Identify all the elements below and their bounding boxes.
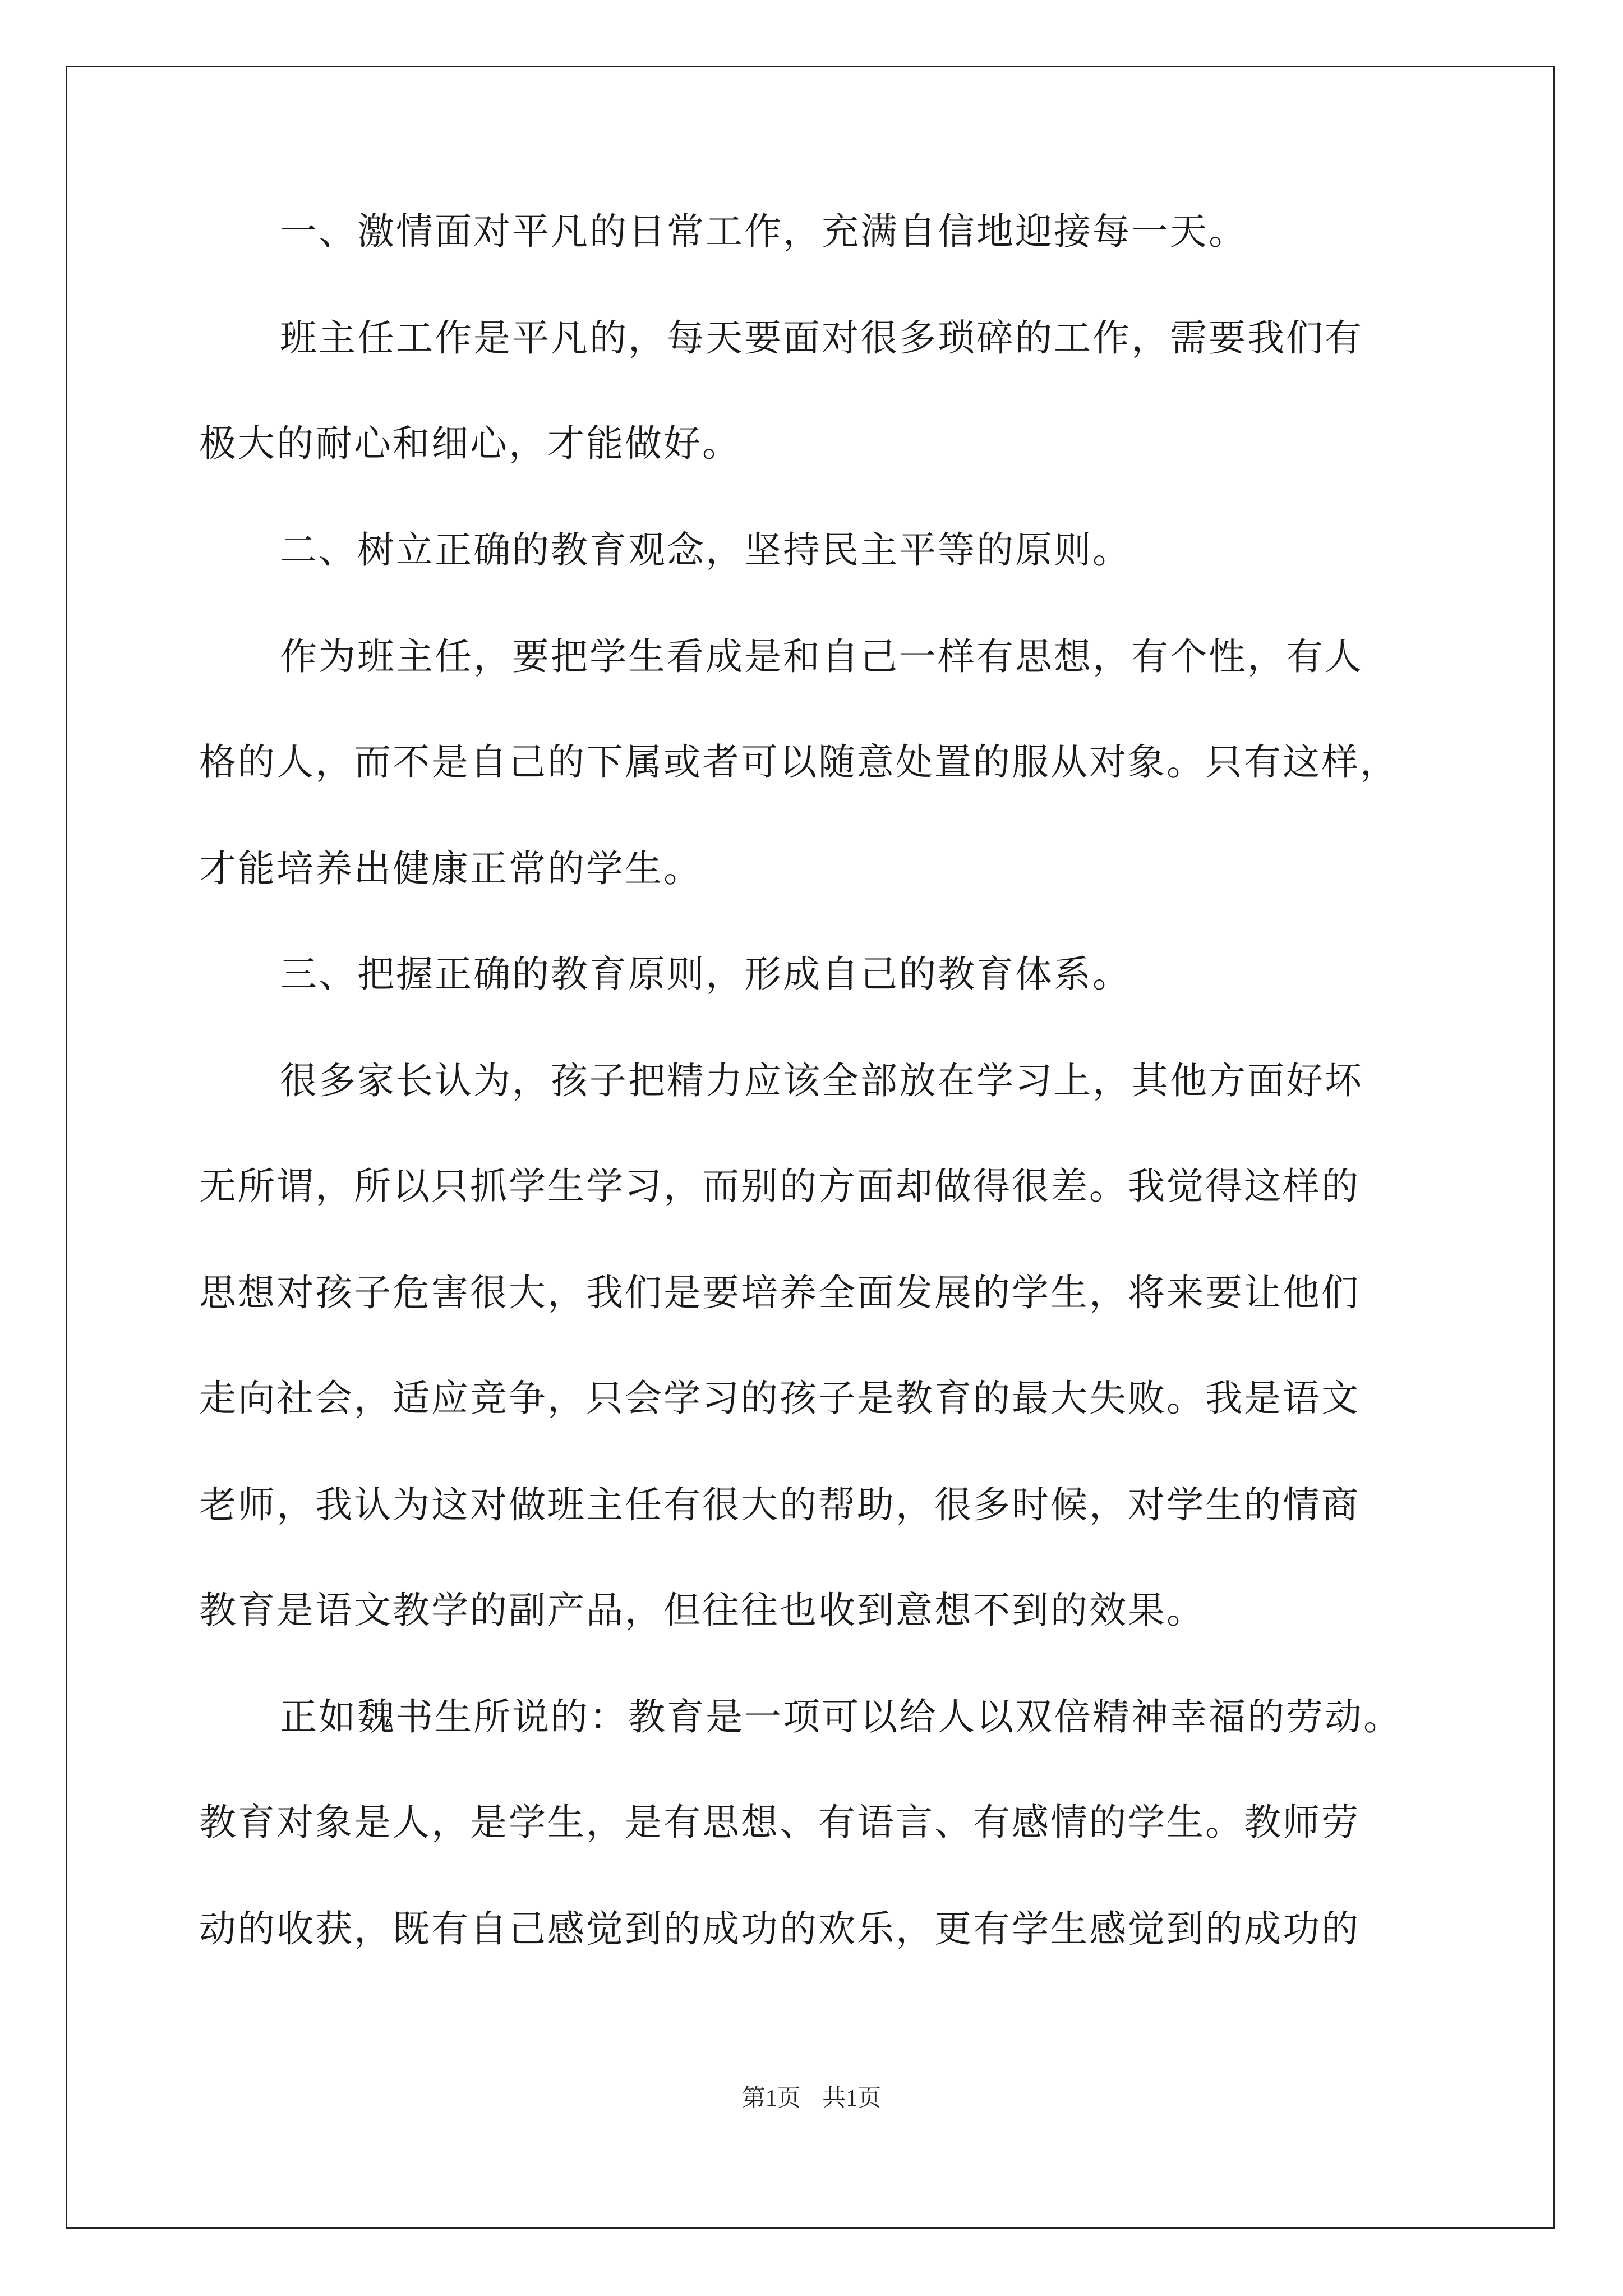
text-line: 老师，我认为这对做班主任有很大的帮助，很多时候，对学生的情商 — [199, 1483, 1360, 1526]
text-line: 教育是语文教学的副产品，但往往也收到意想不到的效果。 — [199, 1589, 1205, 1632]
page-footer — [0, 2087, 1623, 2110]
text-line: 极大的耐心和细心，才能做好。 — [199, 422, 741, 465]
text-line: 三、把握正确的教育原则，形成自己的教育体系。 — [280, 953, 1131, 996]
text-line: 格的人，而不是自己的下属或者可以随意处置的服从对象。只有这样， — [199, 740, 1399, 784]
page-number: 第1页 — [741, 2086, 801, 2111]
text-line: 班主任工作是平凡的，每天要面对很多琐碎的工作，需要我们有 — [280, 316, 1363, 360]
text-line: 二、树立正确的教育观念，坚持民主平等的原则。 — [280, 528, 1131, 572]
text-line: 走向社会，适应竞争，只会学习的孩子是教育的最大失败。我是语文 — [199, 1377, 1360, 1420]
text-line: 才能培养出健康正常的学生。 — [199, 847, 702, 890]
text-line: 正如魏书生所说的：教育是一项可以给人以双倍精神幸福的劳动。 — [280, 1695, 1402, 1738]
text-line: 无所谓，所以只抓学生学习，而别的方面却做得很差。我觉得这样的 — [199, 1165, 1360, 1208]
text-line: 一、激情面对平凡的日常工作，充满自信地迎接每一天。 — [280, 210, 1247, 253]
text-line: 动的收获，既有自己感觉到的成功的欢乐，更有学生感觉到的成功的 — [199, 1907, 1360, 1950]
text-line: 思想对孩子危害很大，我们是要培养全面发展的学生，将来要让他们 — [199, 1271, 1360, 1314]
page-border — [66, 66, 1555, 2229]
text-line: 作为班主任，要把学生看成是和自己一样有思想，有个性，有人 — [280, 635, 1363, 678]
text-line: 教育对象是人，是学生，是有思想、有语言、有感情的学生。教师劳 — [199, 1801, 1360, 1844]
page-total: 共1页 — [822, 2086, 882, 2111]
text-line: 很多家长认为，孩子把精力应该全部放在学习上，其他方面好坏 — [280, 1059, 1363, 1102]
